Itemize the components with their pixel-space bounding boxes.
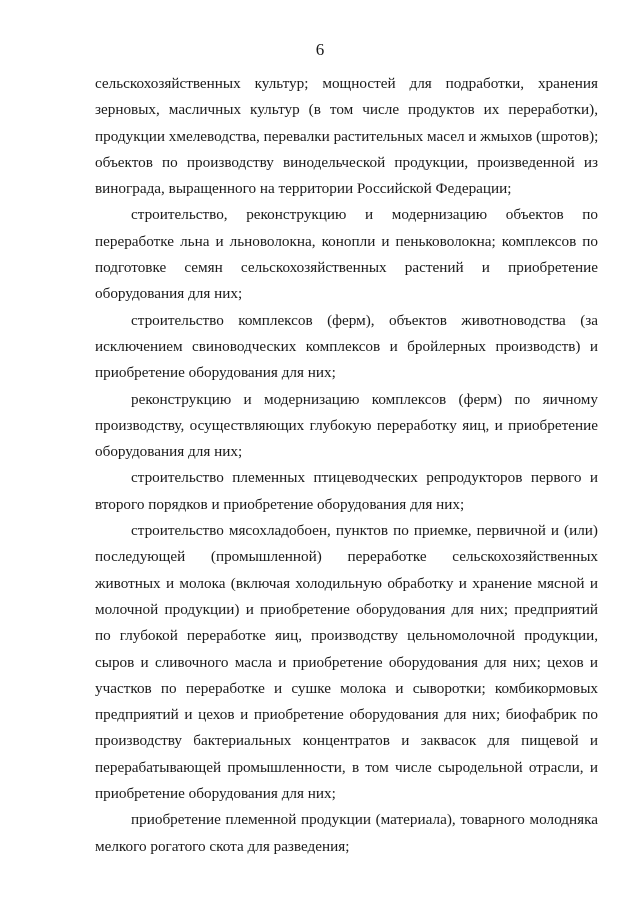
text-line: мелкого рогатого скота для разведения; (95, 837, 350, 855)
text-line: предприятий и цехов и приобретение оборудования для них; биофабрик по (95, 706, 598, 724)
text-line: сельскохозяйственных культур; мощностей для подработки, хранения (95, 75, 598, 92)
text-line: продукции хмелеводства, перевалки растительных масел и жмыхов (шротов); (95, 127, 599, 145)
text-line: животных и молока (включая холодильную обработку и хранение мясной и (95, 574, 598, 592)
page-number: 6 (315, 40, 325, 59)
text-line: исключением свиноводческих комплексов и бройлерных производств) и (95, 337, 598, 355)
paragraph (95, 518, 598, 807)
paragraph (95, 71, 598, 202)
paragraph (95, 807, 598, 860)
text-line: строительство мясохладобоен, пунктов по приемке, первичной и (или) (131, 522, 598, 540)
text-line: производству бактериальных концентратов и заквасок для пищевой и (95, 732, 598, 750)
text-line: объектов по производству винодельческой продукции, произведенной из (95, 153, 598, 171)
text-line: второго порядков и приобретение оборудования для них; (95, 495, 465, 513)
text-line: реконструкцию и модернизацию комплексов (ферм) по яичному (131, 390, 598, 408)
text-line: строительство племенных птицеводческих репродукторов первого и (131, 469, 598, 487)
text-line: строительство, реконструкцию и модернизацию объектов по (131, 206, 598, 224)
text-line: перерабатывающей промышленности, в том числе сыродельной отрасли, и (95, 758, 598, 776)
text-line: оборудования для них; (95, 443, 243, 461)
paragraph (95, 202, 598, 307)
text-line: винограда, выращенного на территории Российской Федерации; (95, 180, 512, 198)
text-line: переработке льна и льноволокна, конопли и пеньковолокна; комплексов по (95, 232, 598, 250)
text-line: последующей (промышленной) переработке сельскохозяйственных (95, 548, 598, 566)
paragraph (95, 387, 598, 466)
paragraph (95, 308, 598, 387)
text-line: строительство комплексов (ферм), объектов животноводства (за (131, 311, 598, 329)
text-line: зерновых, масличных культур (в том числе продуктов их переработки), (95, 101, 598, 119)
text-line: производству, осуществляющих глубокую переработку яиц, и приобретение (95, 416, 598, 434)
text-line: приобретение оборудования для них; (95, 364, 336, 382)
text-line: по глубокой переработке яиц, производству цельномолочной продукции, (95, 627, 598, 645)
document-body (95, 71, 598, 860)
paragraph (95, 465, 598, 518)
text-line: участков по переработке и сушке молока и сыворотки; комбикормовых (95, 679, 598, 697)
text-line: приобретение племенной продукции (материала), товарного молодняка (131, 811, 598, 829)
text-line: приобретение оборудования для них; (95, 785, 336, 803)
text-line: подготовке семян сельскохозяйственных растений и приобретение (95, 259, 598, 277)
text-line: сыров и сливочного масла и приобретение оборудования для них; цехов и (95, 653, 598, 671)
text-line: молочной продукции) и приобретение оборудования для них; предприятий (95, 600, 598, 618)
text-line: оборудования для них; (95, 285, 243, 303)
